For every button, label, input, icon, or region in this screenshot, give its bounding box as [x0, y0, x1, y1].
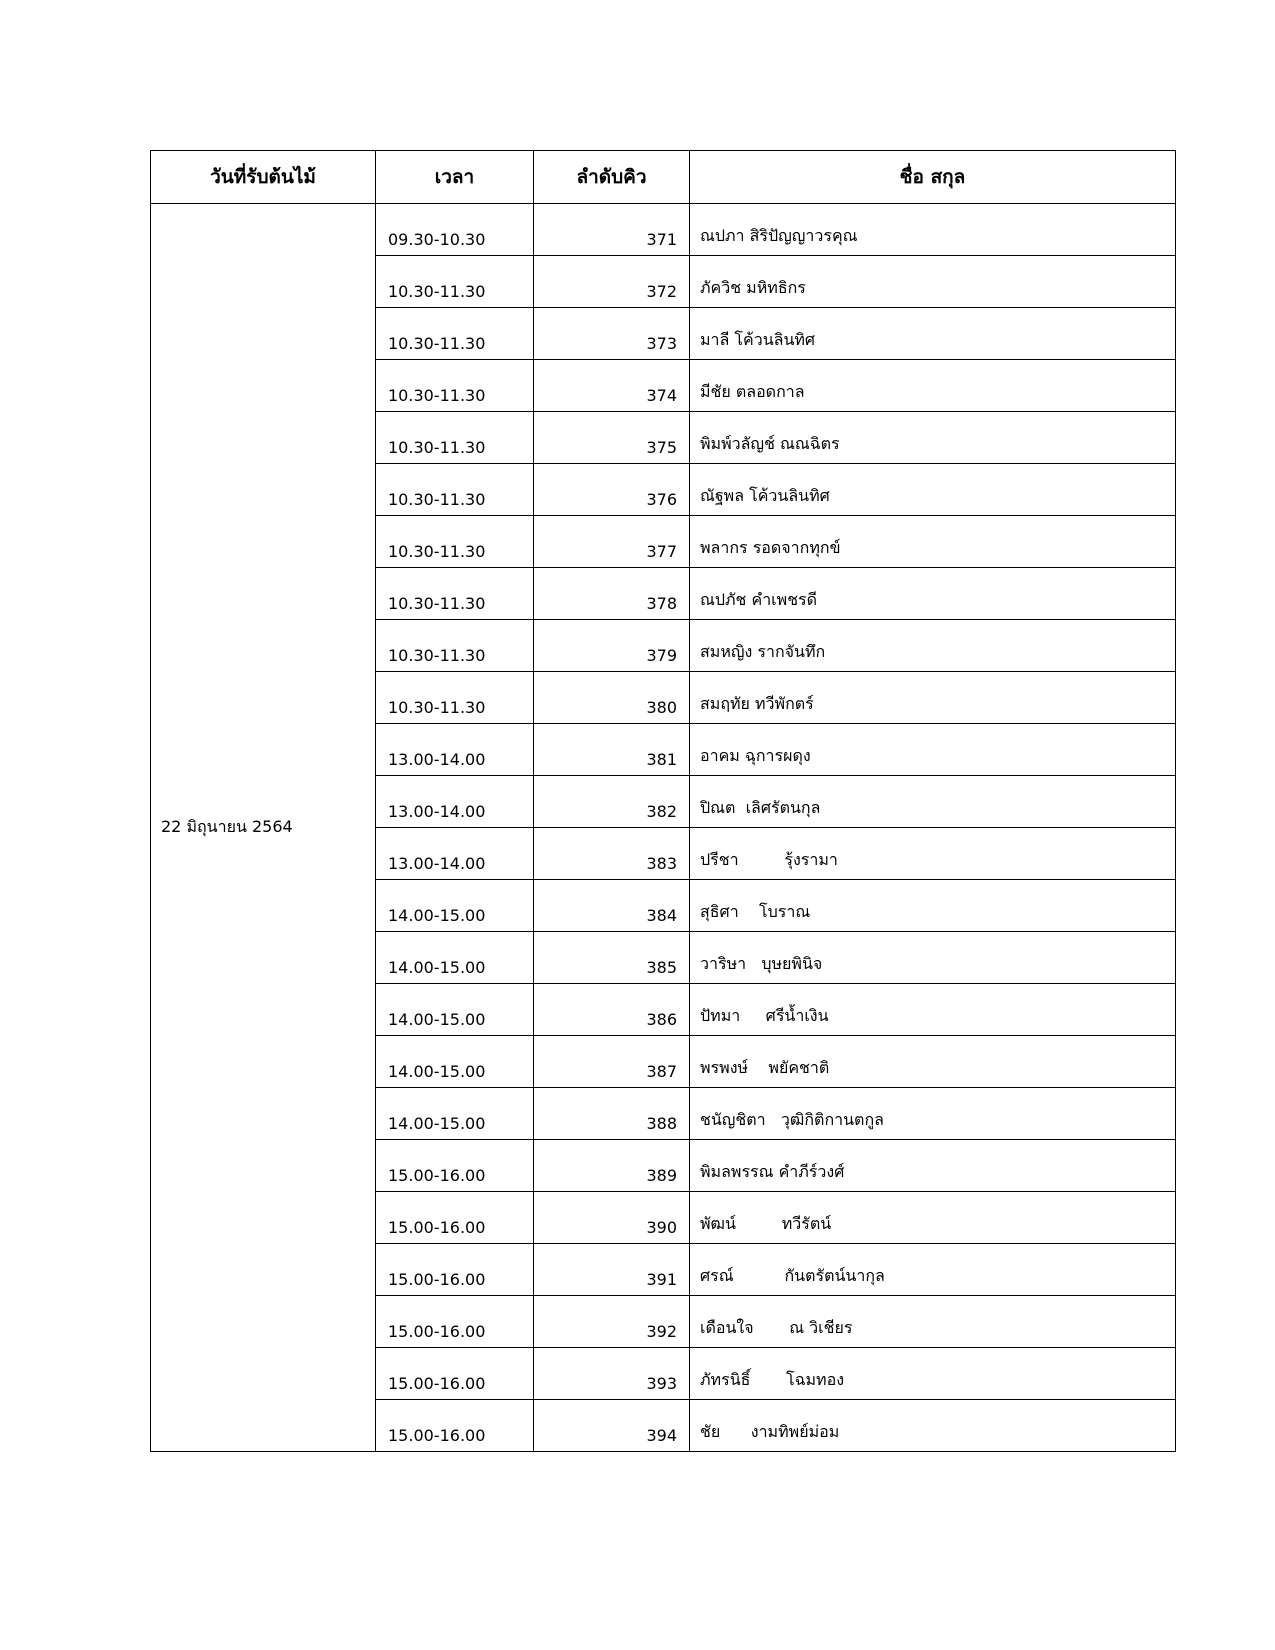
full-name-cell: อาคม ฉุการผดุง — [690, 724, 1176, 776]
time-slot-cell: 15.00-16.00 — [376, 1192, 534, 1244]
time-slot-cell: 13.00-14.00 — [376, 776, 534, 828]
full-name-cell: พัฒน์ ทวีรัตน์ — [690, 1192, 1176, 1244]
time-slot-cell: 15.00-16.00 — [376, 1400, 534, 1452]
full-name-cell: ปรีชา รุ้งรามา — [690, 828, 1176, 880]
queue-number-cell: 380 — [534, 672, 690, 724]
header-queue: ลำดับคิว — [534, 151, 690, 204]
queue-schedule-table — [150, 150, 1176, 1452]
pickup-date-cell: 22 มิถุนายน 2564 — [151, 204, 376, 1452]
time-slot-cell: 14.00-15.00 — [376, 1088, 534, 1140]
queue-number-cell: 376 — [534, 464, 690, 516]
time-slot-cell: 10.30-11.30 — [376, 308, 534, 360]
full-name-cell: ศรณ์ กันตรัตน์นากุล — [690, 1244, 1176, 1296]
queue-number-cell: 384 — [534, 880, 690, 932]
schedule-body — [151, 204, 1176, 1452]
full-name-cell: ภัทรนิธิ์ โฉมทอง — [690, 1348, 1176, 1400]
full-name-cell: พลากร รอดจากทุกข์ — [690, 516, 1176, 568]
full-name-cell: ชนัญชิตา วุฒิกิติกานตกูล — [690, 1088, 1176, 1140]
time-slot-cell: 10.30-11.30 — [376, 672, 534, 724]
queue-number-cell: 375 — [534, 412, 690, 464]
time-slot-cell: 14.00-15.00 — [376, 1036, 534, 1088]
full-name-cell: พิมลพรรณ คำภีร์วงศ์ — [690, 1140, 1176, 1192]
table-row — [151, 204, 1176, 256]
header-time: เวลา — [376, 151, 534, 204]
time-slot-cell: 10.30-11.30 — [376, 568, 534, 620]
time-slot-cell: 15.00-16.00 — [376, 1296, 534, 1348]
full-name-cell: วาริษา บุษยพินิจ — [690, 932, 1176, 984]
queue-number-cell: 385 — [534, 932, 690, 984]
full-name-cell: เดือนใจ ณ วิเชียร — [690, 1296, 1176, 1348]
full-name-cell: พิมพ์วลัญช์ ณณฉิตร — [690, 412, 1176, 464]
header-date: วันที่รับต้นไม้ — [151, 151, 376, 204]
queue-number-cell: 381 — [534, 724, 690, 776]
full-name-cell: มาลี โค้วนลินทิศ — [690, 308, 1176, 360]
queue-number-cell: 388 — [534, 1088, 690, 1140]
queue-number-cell: 393 — [534, 1348, 690, 1400]
time-slot-cell: 10.30-11.30 — [376, 516, 534, 568]
full-name-cell: มีชัย ตลอดกาล — [690, 360, 1176, 412]
time-slot-cell: 15.00-16.00 — [376, 1140, 534, 1192]
full-name-cell: ณปภัช คำเพชรดี — [690, 568, 1176, 620]
queue-number-cell: 392 — [534, 1296, 690, 1348]
time-slot-cell: 15.00-16.00 — [376, 1244, 534, 1296]
time-slot-cell: 15.00-16.00 — [376, 1348, 534, 1400]
time-slot-cell: 13.00-14.00 — [376, 724, 534, 776]
time-slot-cell: 14.00-15.00 — [376, 932, 534, 984]
full-name-cell: ปิณต เลิศรัตนกุล — [690, 776, 1176, 828]
time-slot-cell: 10.30-11.30 — [376, 412, 534, 464]
full-name-cell: ณปภา สิริปัญญาวรคุณ — [690, 204, 1176, 256]
queue-number-cell: 391 — [534, 1244, 690, 1296]
queue-number-cell: 390 — [534, 1192, 690, 1244]
queue-number-cell: 386 — [534, 984, 690, 1036]
queue-number-cell: 394 — [534, 1400, 690, 1452]
time-slot-cell: 09.30-10.30 — [376, 204, 534, 256]
queue-number-cell: 378 — [534, 568, 690, 620]
full-name-cell: ปัทมา ศรีน้ำเงิน — [690, 984, 1176, 1036]
queue-number-cell: 373 — [534, 308, 690, 360]
full-name-cell: สุธิศา โบราณ — [690, 880, 1176, 932]
time-slot-cell: 10.30-11.30 — [376, 256, 534, 308]
queue-number-cell: 374 — [534, 360, 690, 412]
full-name-cell: พรพงษ์ พยัคชาติ — [690, 1036, 1176, 1088]
full-name-cell: ณัฐพล โค้วนลินทิศ — [690, 464, 1176, 516]
queue-number-cell: 387 — [534, 1036, 690, 1088]
time-slot-cell: 10.30-11.30 — [376, 620, 534, 672]
time-slot-cell: 10.30-11.30 — [376, 464, 534, 516]
full-name-cell: ภัควิช มหิทธิกร — [690, 256, 1176, 308]
queue-number-cell: 371 — [534, 204, 690, 256]
queue-number-cell: 383 — [534, 828, 690, 880]
header-row — [151, 151, 1176, 204]
header-name: ชื่อ สกุล — [690, 151, 1176, 204]
time-slot-cell: 14.00-15.00 — [376, 880, 534, 932]
full-name-cell: สมฤทัย ทวีพักตร์ — [690, 672, 1176, 724]
queue-number-cell: 389 — [534, 1140, 690, 1192]
full-name-cell: ชัย งามทิพย์ม่อม — [690, 1400, 1176, 1452]
queue-number-cell: 382 — [534, 776, 690, 828]
time-slot-cell: 10.30-11.30 — [376, 360, 534, 412]
full-name-cell: สมหญิง รากจันทึก — [690, 620, 1176, 672]
queue-number-cell: 372 — [534, 256, 690, 308]
time-slot-cell: 13.00-14.00 — [376, 828, 534, 880]
time-slot-cell: 14.00-15.00 — [376, 984, 534, 1036]
queue-number-cell: 377 — [534, 516, 690, 568]
queue-number-cell: 379 — [534, 620, 690, 672]
